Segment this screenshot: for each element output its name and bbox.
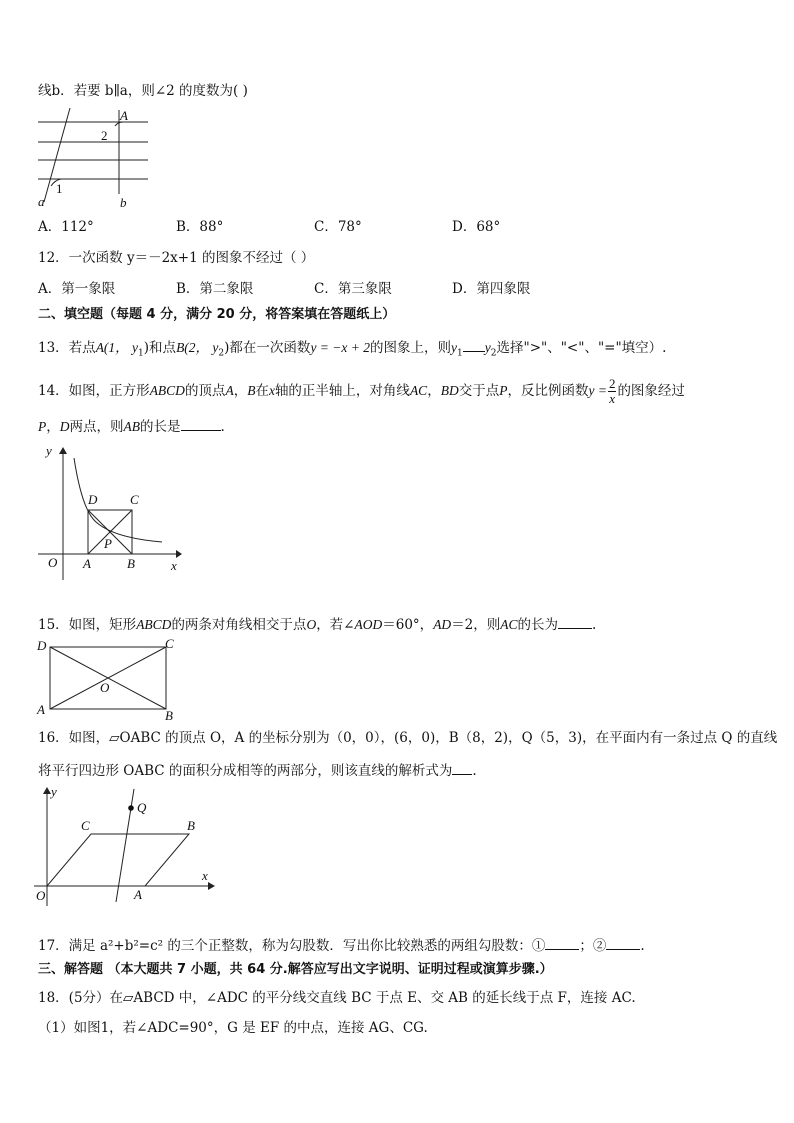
q11-option-a: A．112° [38,219,94,235]
q14-label-P: P [104,536,112,551]
section3-heading: 三、解答题 （本大题共 7 小题，共 64 分.解答应写出文字说明、证明过程或演算步骤.） [38,962,553,977]
q16-line2: 将平行四边形 OABC 的面积分成相等的两部分，则该直线的解析式为 . [38,760,477,780]
q11-option-b: B．88° [176,219,224,235]
q17-answer-blank-1[interactable] [545,935,579,950]
q11-label-1: 1 [56,181,63,196]
q16-label-Q: Q [137,800,147,815]
q14-line1: 14．如图，正方形ABCD的顶点A，B在x轴的正半轴上，对角线AC，BD交于点P，反比例函数y = $\frac{2}{x}$ 的图象经过 [38,376,685,406]
q14-label-x: x [171,558,177,573]
q14-label-C: C [130,492,139,507]
q12-option-a: A．第一象限 [38,281,116,297]
q14-answer-blank[interactable] [181,416,221,431]
q14-label-y: y [46,443,52,458]
q11-label-A: A [120,108,128,123]
q15-label-C: C [165,636,174,651]
q16-label-y: y [51,784,57,799]
q13-function: y = −x + 2 [310,340,371,355]
q14-label-B: B [127,556,135,571]
q17-stem: 17．满足 a²+b²=c² 的三个正整数，称为勾股数．写出你比较熟悉的两组勾股数：① ；② . [38,935,645,955]
q18-line2: （1）如图1，若∠ADC=90°，G 是 EF 的中点，连接 AG、CG. [38,1020,428,1036]
q15-answer-blank[interactable] [558,614,592,629]
q15-rectangle-figure [34,634,184,726]
q15-label-O: O [100,680,110,695]
q11-stem: 线b．若要 b∥a，则∠2 的度数为( ) [38,83,248,99]
q16-label-C: C [81,818,90,833]
q16-label-O: O [36,888,46,903]
q11-option-d: D．68° [452,219,501,235]
q11-option-c: C．78° [314,219,362,235]
q15-stem: 15．如图，矩形ABCD的两条对角线相交于点O，若∠AOD＝60°，AD＝2，则AC的长为 . [38,614,596,634]
q15-label-D: D [37,638,47,653]
q17-answer-blank-2[interactable] [606,935,640,950]
q13-answer-blank[interactable] [463,337,485,352]
q14-fraction: $\frac{2}{x}$ [608,376,616,406]
q11-label-2: 2 [101,128,108,143]
q12-option-d: D．第四象限 [452,281,531,297]
q12-option-b: B．第二象限 [176,281,254,297]
q14-label-D: D [88,492,98,507]
q16-label-A: A [134,887,142,902]
q18-line1: 18．(5分）在▱ABCD 中，∠ADC 的平分线交直线 BC 于点 E、交 AB 的延长线于点 F，连接 AC. [38,990,636,1006]
q11-parallel-lines-figure [30,104,160,212]
q16-label-x: x [202,868,208,883]
q14-square-hyperbola-figure [34,440,184,580]
q16-parallelogram-figure [32,784,218,906]
q14-line2: P，D两点，则AB的长是 . [38,416,225,436]
q15-label-B: B [165,708,173,723]
q12-stem: 12．一次函数 y＝－2x+1 的图象不经过（ ） [38,250,315,266]
q16-line1: 16．如图，▱OABC 的顶点 O，A 的坐标分别为（0，0），(6，0)，B（8，2)，Q（5，3)，在平面内有一条过点 Q 的直线 [38,730,778,746]
q16-label-B: B [187,818,195,833]
q13-point-b: B(2， y [176,340,219,355]
q14-label-O: O [48,555,58,570]
q12-option-c: C．第三象限 [314,281,392,297]
q16-answer-blank[interactable] [452,760,472,775]
q14-label-A: A [83,556,91,571]
section2-heading: 二、填空题（每题 4 分，满分 20 分，将答案填在答题纸上） [38,307,396,322]
q11-label-a: a [38,194,45,209]
q13-point-a: A(1， y [95,340,139,355]
q13-stem: 13．若点A(1， $y_1$)和点B(2， $y_2$)都在一次函数y = −x + 2的图象上，则$y_1$ $y_2$选择">"、"<"、"="填空）. [38,337,666,363]
q11-label-b: b [120,195,127,210]
q15-label-A: A [37,702,45,717]
